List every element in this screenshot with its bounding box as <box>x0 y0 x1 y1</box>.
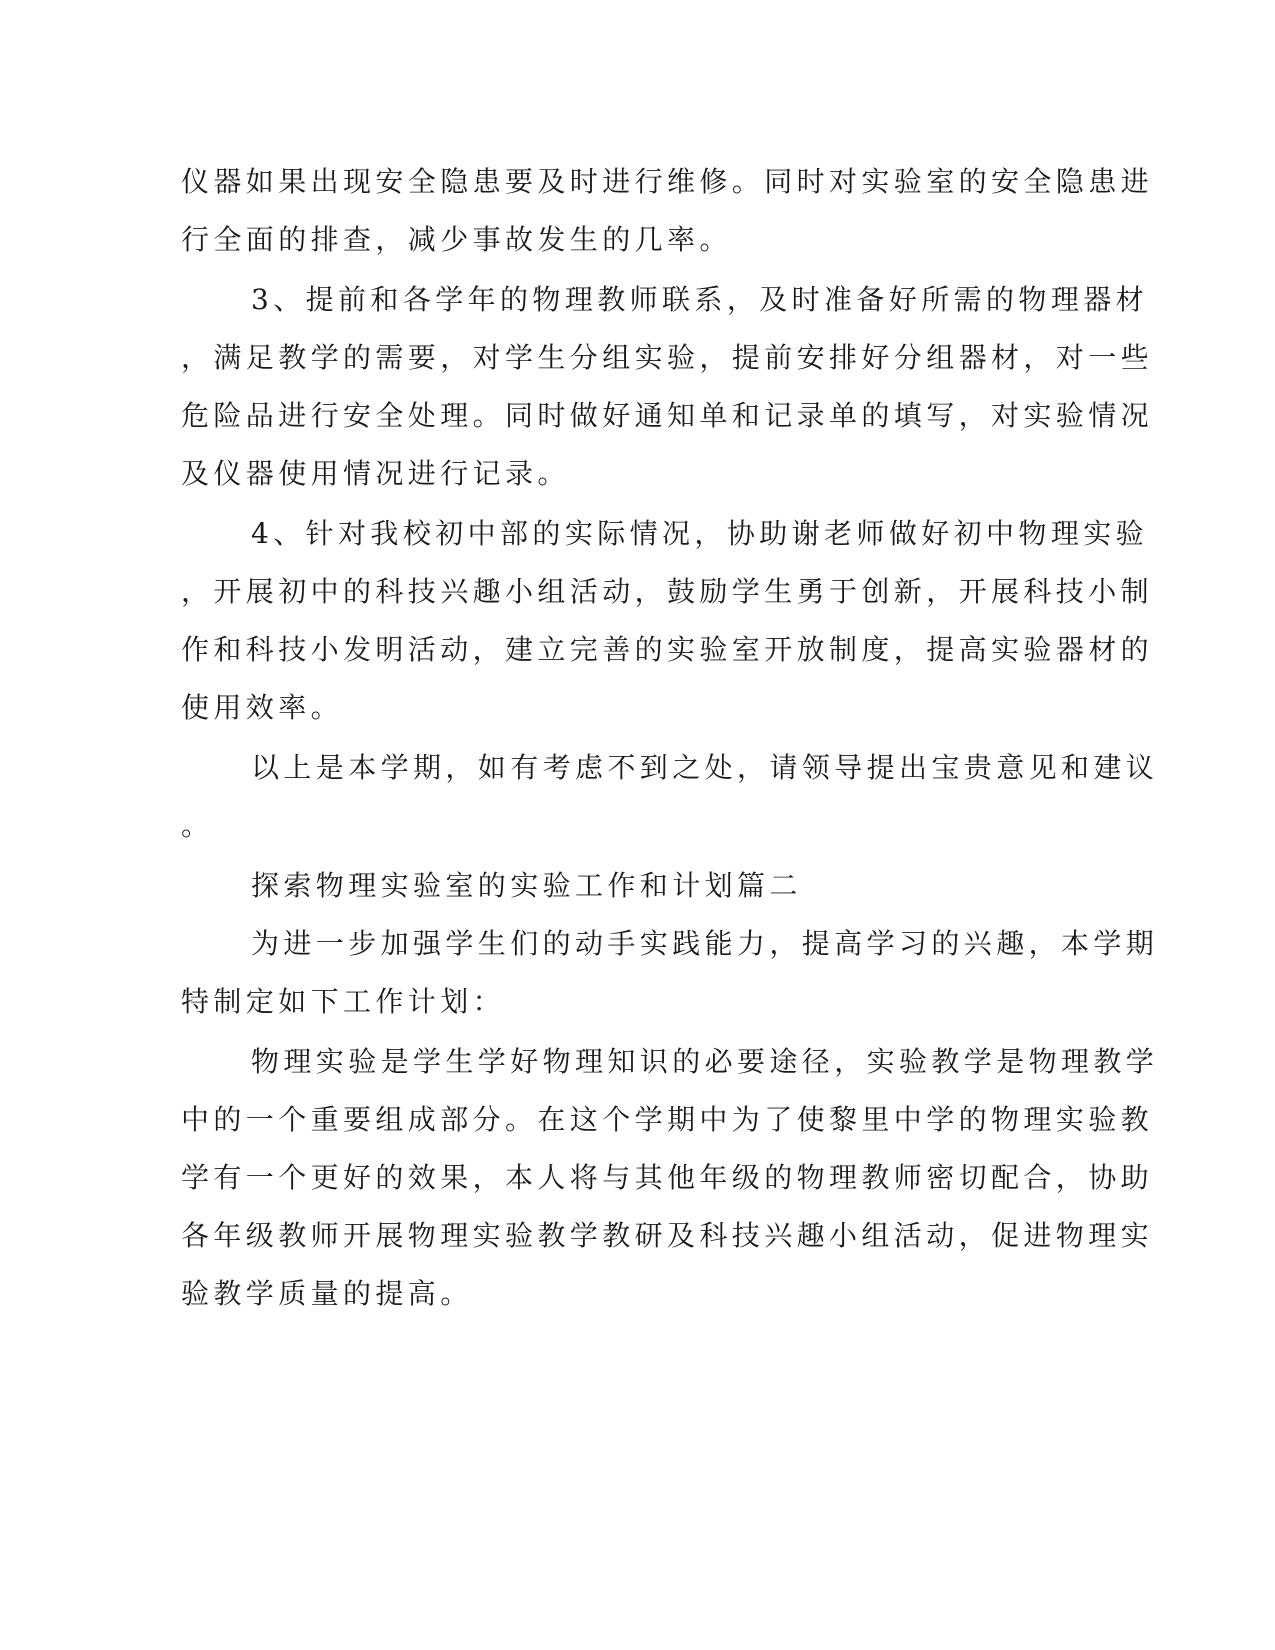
text-line: 以上是本学期，如有考虑不到之处，请领导提出宝贵意见和建议 <box>251 751 1159 784</box>
text-line: 物理实验是学生学好物理知识的必要途径，实验教学是物理教学 <box>251 1045 1159 1078</box>
text-line: 3、提前和各学年的物理教师联系，及时准备好所需的物理器材 <box>251 283 1149 316</box>
text-line: 特制定如下工作计划： <box>181 985 506 1018</box>
text-line: 学有一个更好的效果，本人将与其他年级的物理教师密切配合，协助 <box>181 1161 1154 1194</box>
text-line: 。 <box>181 809 214 842</box>
text-line: 危险品进行安全处理。同时做好通知单和记录单的填写，对实验情况 <box>181 399 1154 432</box>
text-line: 为进一步加强学生们的动手实践能力，提高学习的兴趣，本学期 <box>251 927 1159 960</box>
text-line: 4、针对我校初中部的实际情况，协助谢老师做好初中物理实验 <box>251 517 1149 550</box>
text-line: 中的一个重要组成部分。在这个学期中为了使黎里中学的物理实验教 <box>181 1103 1154 1136</box>
text-line: 行全面的排查，减少事故发生的几率。 <box>181 223 732 256</box>
section-heading: 探索物理实验室的实验工作和计划篇二 <box>251 869 802 902</box>
text-line: 验教学质量的提高。 <box>181 1277 473 1310</box>
text-line: 仪器如果出现安全隐患要及时进行维修。同时对实验室的安全隐患进 <box>181 165 1154 198</box>
text-line: 作和科技小发明活动，建立完善的实验室开放制度，提高实验器材的 <box>181 633 1154 666</box>
text-line: 各年级教师开展物理实验教学教研及科技兴趣小组活动，促进物理实 <box>181 1219 1154 1252</box>
text-line: ，满足教学的需要，对学生分组实验，提前安排好分组器材，对一些 <box>181 341 1154 374</box>
text-line: ，开展初中的科技兴趣小组活动，鼓励学生勇于创新，开展科技小制 <box>181 575 1154 608</box>
text-line: 及仪器使用情况进行记录。 <box>181 457 570 490</box>
text-line: 使用效率。 <box>181 691 344 724</box>
